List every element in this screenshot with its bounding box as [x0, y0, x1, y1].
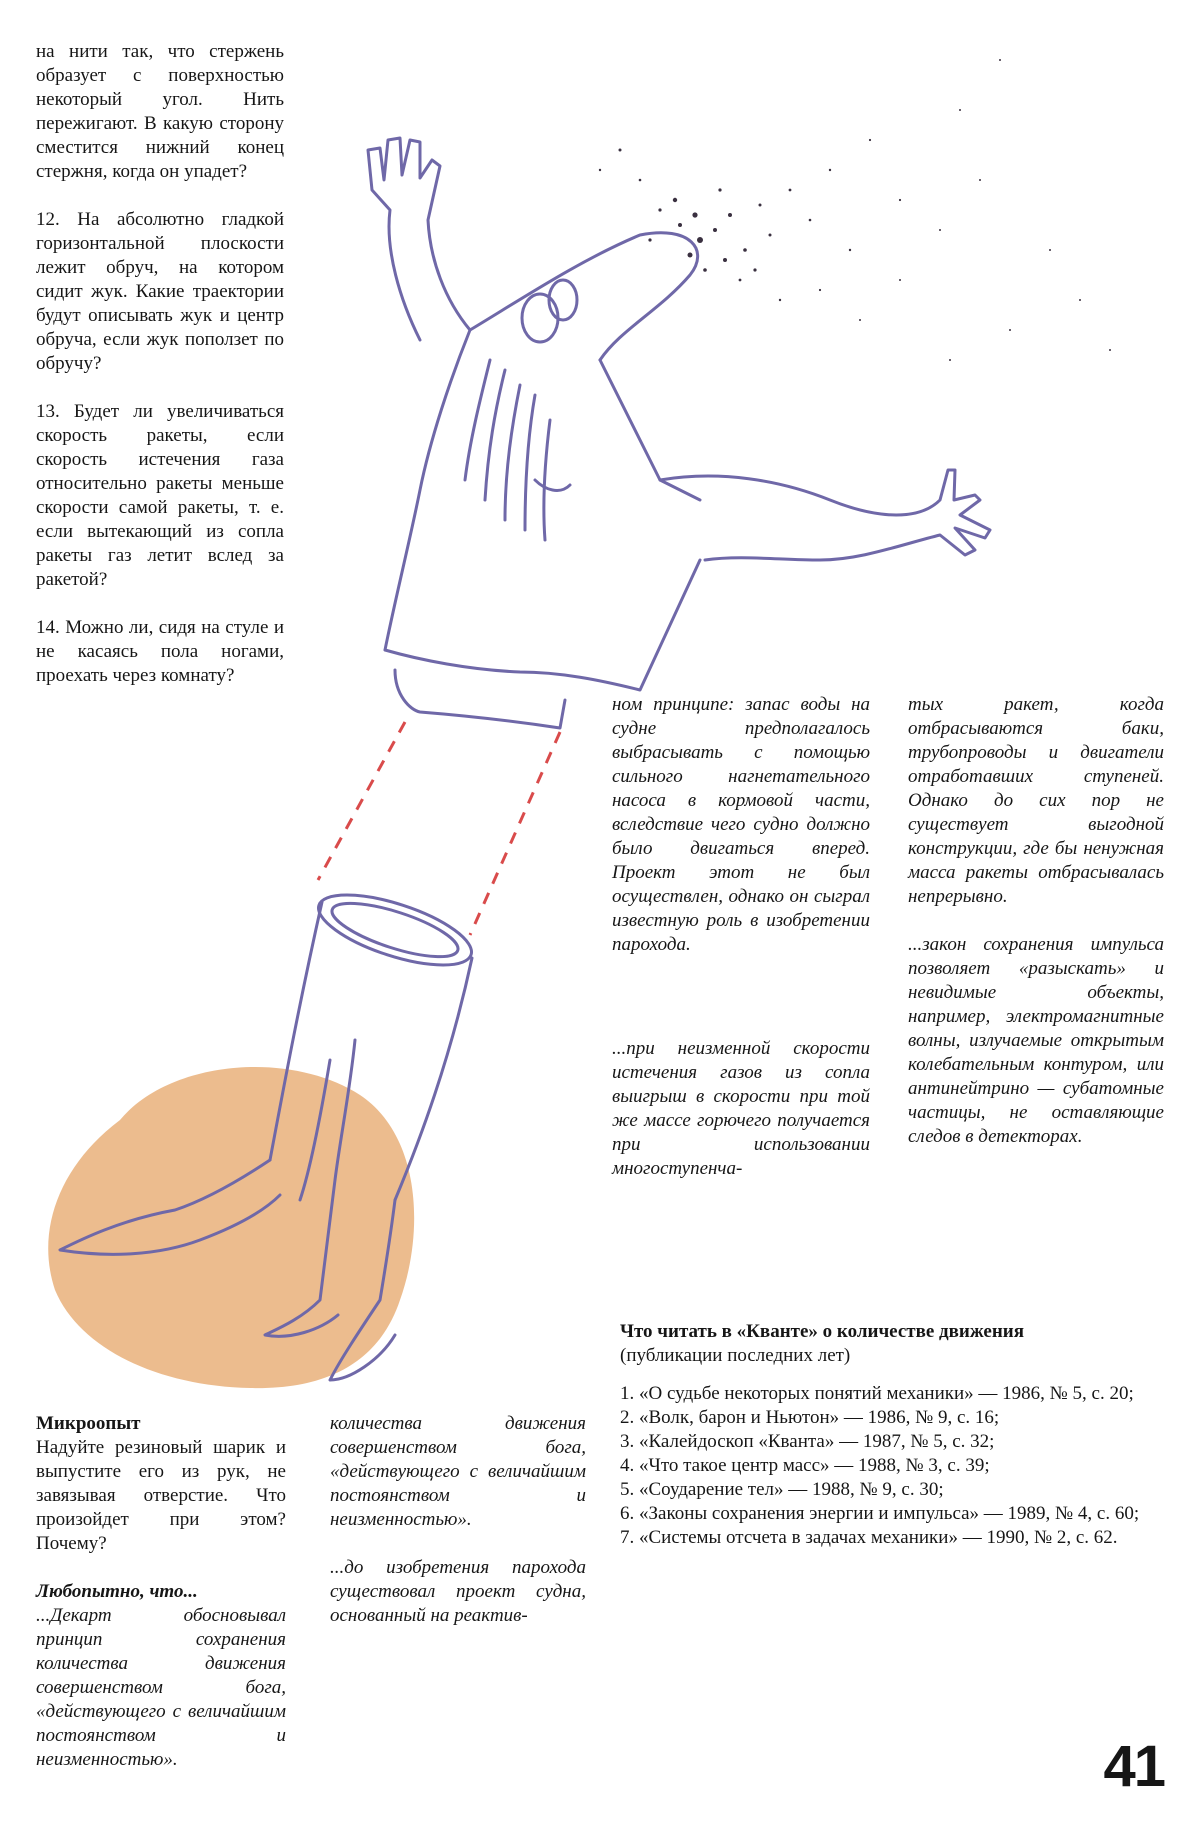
reading-item: 5. «Соударение тел» — 1988, № 9, с. 30; [620, 1479, 944, 1500]
micro-experiment-block [36, 1412, 286, 1770]
curious-continued-1 [330, 1412, 586, 1628]
curious-p3-cont: тых ракет, когда отбрасываются баки, трубопроводы и двигатели отработавших ступеней. Однако до сих пор не существует выгодной конструкции, где бы ненужная масса ракеты отбрасывалась непрерывно. [908, 694, 1164, 907]
reading-title: Что читать в «Кванте» о количестве движения [620, 1321, 1025, 1342]
curious-continued-2 [612, 693, 870, 1181]
curious-p3-start: ...при неизменной скорости истечения газов из сопла выигрыш в скорости при той же массе горючего получается при использовании многоступенча- [612, 1038, 870, 1179]
left-column [36, 40, 284, 688]
gas-spray-dots [599, 59, 1111, 361]
reading-item: 4. «Что такое центр масс» — 1988, № 3, с. 39; [620, 1455, 990, 1476]
reading-item: 3. «Калейдоскоп «Кванта» — 1987, № 5, с. 32; [620, 1431, 995, 1452]
curious-paragraph-4: ...закон сохранения импульса позволяет «разыскать» и невидимые объекты, например, электромагнитные волны, излучаемые открытым колебательным контуром, или антинейтрино — субатомные частицы, не оставляющие следов в детекторах. [908, 934, 1164, 1147]
curious-p2-start: ...до изобретения парохода существовал проект судна, основанный на реактив- [330, 1557, 586, 1626]
reading-subtitle: (публикации последних лет) [620, 1345, 851, 1366]
reading-item: 6. «Законы сохранения энергии и импульса» — 1989, № 4, с. 60; [620, 1503, 1140, 1524]
curious-continued-3 [908, 693, 1164, 1149]
question-12: 12. На абсолютно гладкой горизонтальной плоскости лежит обруч, на котором сидит жук. Какие траектории будут описывать жук и центр обруча, если жук поползет по обручу? [36, 209, 284, 374]
curious-p2-cont: ном принципе: запас воды на судне предполагалось выбрасывать с помощью сильного нагнетательного насоса в кормовой части, вследствие чего судно должно было двигаться вперед. Проект этот не был осуществлен, однако он сыграл известную роль в изобретении парохода. [612, 694, 870, 955]
curious-paragraph-1: ...Декарт обосновывал принцип сохранения количества движения совершенством бога, «действующего с величайшим постоянством и неизменностью». [36, 1605, 286, 1770]
reading-items [620, 1382, 1164, 1550]
reading-item: 2. «Волк, барон и Ньютон» — 1986, № 9, с. 16; [620, 1407, 1000, 1428]
curious-p1-cont: количества движения совершенством бога, «действующего с величайшим постоянством и неизменностью». [330, 1413, 586, 1530]
reading-item: 7. «Системы отсчета в задачах механики» — 1990, № 2, с. 62. [620, 1527, 1118, 1548]
reading-item: 1. «О судьбе некоторых понятий механики» — 1986, № 5, с. 20; [620, 1383, 1134, 1404]
micro-title: Микроопыт [36, 1413, 141, 1434]
page-number: 41 [1103, 1734, 1164, 1799]
question-14: 14. Можно ли, сидя на стуле и не касаясь пола ногами, проехать через комнату? [36, 617, 284, 686]
curious-title: Любопытно, что... [36, 1581, 198, 1602]
reading-list [620, 1320, 1164, 1550]
question-13: 13. Будет ли увеличиваться скорость ракеты, если скорость истечения газа относительно ракеты меньше скорости самой ракеты, т. е. если вытекающий из сопла ракеты газ летит вслед за ракетой? [36, 401, 284, 590]
micro-text: Надуйте резиновый шарик и выпустите его из рук, не завязывая отверстие. Что произойдет при этом? Почему? [36, 1437, 286, 1554]
question-11-end: на нити так, что стержень образует с поверхностью некоторый угол. Нить пережигают. В какую сторону сместится нижний конец стержня, когда он упадет? [36, 41, 284, 182]
